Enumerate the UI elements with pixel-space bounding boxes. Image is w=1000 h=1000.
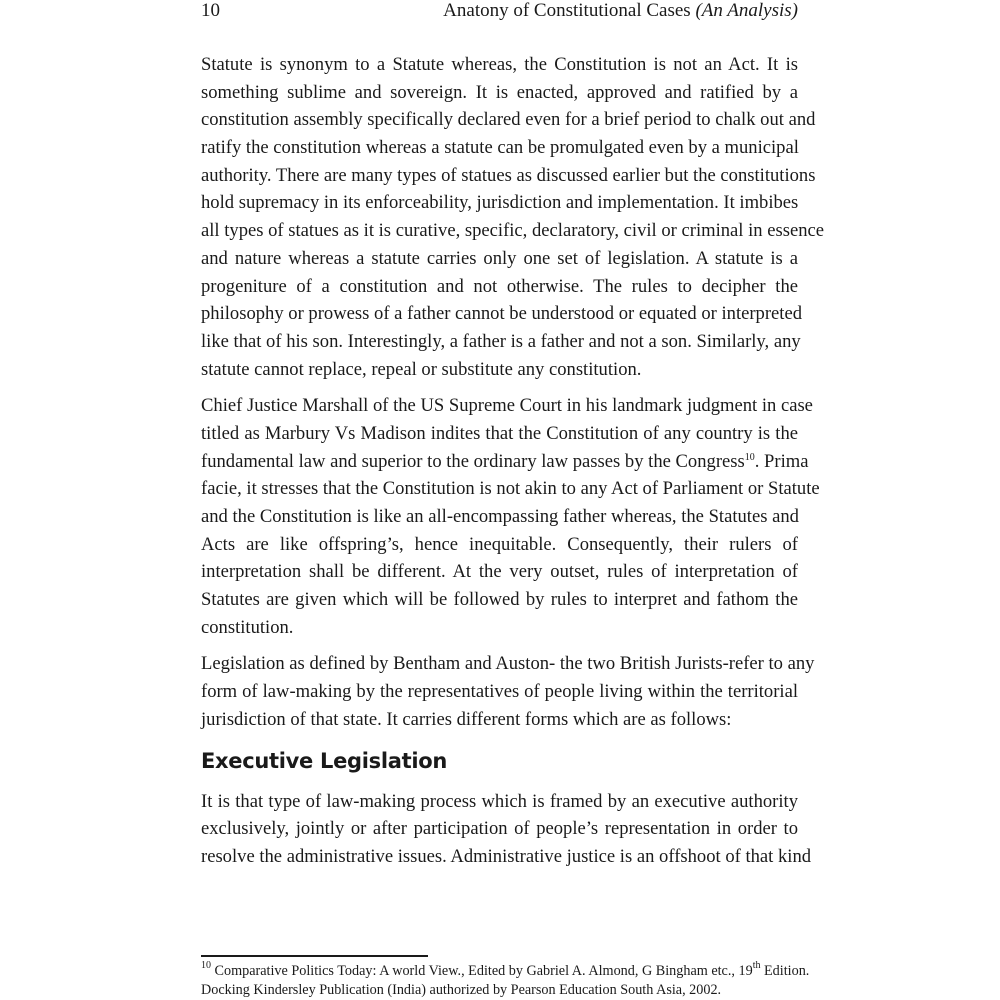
footnote-number: 10 <box>201 960 211 971</box>
text-line: progeniture of a constitution and not otherwise. The rules to decipher the <box>201 275 798 297</box>
footnote-reference[interactable]: 10 <box>744 451 755 463</box>
text-line: exclusively, jointly or after participation of people’s representation in order to <box>201 818 798 840</box>
text-line: interpretation shall be different. At the very outset, rules of interpretation of <box>201 561 798 583</box>
text-fragment: fundamental law and superior to the ordinary law passes by the Congress <box>201 450 745 472</box>
running-title <box>443 0 798 22</box>
page-body <box>201 51 825 880</box>
text-line: ratify the constitution whereas a statute can be promulgated even by a municipal <box>201 137 799 159</box>
text-line: It is that type of law-making process which is framed by an executive authority <box>201 790 798 812</box>
section-heading: Executive Legislation <box>201 748 448 773</box>
text-line: and nature whereas a statute carries only one set of legislation. A statute is a <box>201 247 798 269</box>
text-line: statute cannot replace, repeal or substitute any constitution. <box>201 358 642 380</box>
paragraph-2 <box>201 392 820 641</box>
text-line: form of law-making by the representatives of people living within the territorial <box>201 681 798 703</box>
text-line: Statutes are given which will be followed by rules to interpret and fathom the <box>201 589 798 611</box>
text-line: Chief Justice Marshall of the US Supreme Court in his landmark judgment in case <box>201 395 813 417</box>
page-number: 10 <box>201 0 220 21</box>
text-line: resolve the administrative issues. Administrative justice is an offshoot of that kind <box>201 845 812 867</box>
text-line: constitution. <box>201 616 294 638</box>
paragraph-3 <box>201 650 815 733</box>
text-line: Statute is synonym to a Statute whereas, the Constitution is not an Act. It is <box>201 54 798 75</box>
paragraph-1 <box>201 51 825 383</box>
ordinal-suffix: th <box>752 960 761 971</box>
text-line: something sublime and sovereign. It is enacted, approved and ratified by a <box>201 81 798 103</box>
text-line: hold supremacy in its enforceability, jurisdiction and implementation. It imbibes <box>201 192 799 214</box>
footnote-text: Edition. <box>760 963 810 979</box>
text-line: constitution assembly specifically declared even for a brief period to chalk out and <box>201 109 816 131</box>
footnote-line: Docking Kindersley Publication (India) authorized by Pearson Education South Asia, 2002. <box>201 982 722 998</box>
footnote-separator <box>201 955 428 957</box>
text-line: philosophy or prowess of a father cannot be understood or equated or interpreted <box>201 303 803 325</box>
text-line: jurisdiction of that state. It carries different forms which are as follows: <box>201 708 732 730</box>
text-line: like that of his son. Interestingly, a father is a father and not a son. Similarly, any <box>201 330 801 352</box>
text-line-with-footnote-ref <box>201 448 809 476</box>
footnote-line <box>201 960 810 981</box>
footnote-text: Comparative Politics Today: A world View., Edited by Gabriel A. Almond, G Bingham etc., 19 <box>211 963 753 979</box>
text-line: all types of statues as it is curative, specific, declaratory, civil or criminal in essence <box>201 220 825 242</box>
section-paragraph <box>201 788 812 871</box>
text-line: facie, it stresses that the Constitution is not akin to any Act of Parliament or Statute <box>201 478 820 500</box>
text-line: Acts are like offspring’s, hence inequitable. Consequently, their rulers of <box>201 533 798 555</box>
running-title-main: Anatony of Constitutional Cases <box>443 0 696 21</box>
text-line: authority. There are many types of statues as discussed earlier but the constitutions <box>201 164 816 186</box>
text-line: titled as Marbury Vs Madison indites that the Constitution of any country is the <box>201 422 798 444</box>
text-line: Legislation as defined by Bentham and Auston- the two British Jurists-refer to any <box>201 653 815 675</box>
text-line: and the Constitution is like an all-encompassing father whereas, the Statutes and <box>201 506 799 527</box>
running-title-subtitle: (An Analysis) <box>695 0 798 21</box>
text-fragment: . Prima <box>754 450 809 472</box>
running-header <box>201 0 798 28</box>
footnote <box>201 960 810 1000</box>
